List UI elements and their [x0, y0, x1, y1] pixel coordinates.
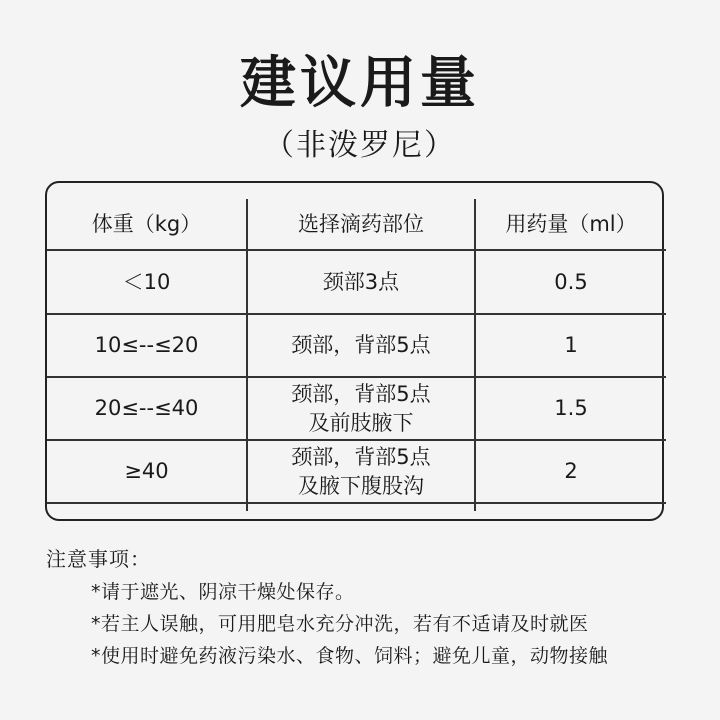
note-item: *请于遮光、阴凉干燥处保存。 — [91, 581, 355, 603]
header-weight: 体重（kg） — [91, 211, 202, 236]
cell-site-line: 颈部，背部5点 — [291, 381, 431, 406]
row-divider — [47, 502, 666, 504]
cell-weight: 10≤--≤20 — [94, 333, 199, 357]
cell-dose: 0.5 — [554, 269, 588, 294]
cell-site: 颈部，背部5点 — [291, 333, 431, 357]
cell-site-line: 及前肢腋下 — [308, 410, 414, 435]
cell-dose: 2 — [564, 459, 578, 483]
note-item: *若主人误触，可用肥皂水充分冲洗，若有不适请及时就医 — [91, 613, 589, 635]
cell-weight: ≥40 — [124, 459, 169, 483]
cell-weight: ＜10 — [122, 269, 171, 294]
cell-site-line: 及腋下腹股沟 — [298, 473, 424, 498]
cell-dose: 1.5 — [554, 396, 588, 420]
notes-title: 注意事项： — [46, 547, 151, 571]
cell-weight: 20≤--≤40 — [94, 396, 199, 420]
page-title: 建议用量 — [240, 51, 480, 116]
page-subtitle: （非泼罗尼） — [264, 128, 456, 163]
header-site: 选择滴药部位 — [298, 211, 424, 236]
cell-site — [248, 378, 474, 439]
note-item: *使用时避免药液污染水、食物、饲料；避免儿童，动物接触 — [91, 645, 609, 667]
header-dose: 用药量（ml） — [505, 211, 637, 236]
cell-site-line: 颈部，背部5点 — [291, 444, 431, 469]
cell-site — [248, 441, 474, 502]
cell-site: 颈部3点 — [322, 269, 400, 294]
dosage-table — [45, 181, 664, 521]
cell-dose: 1 — [564, 333, 578, 357]
